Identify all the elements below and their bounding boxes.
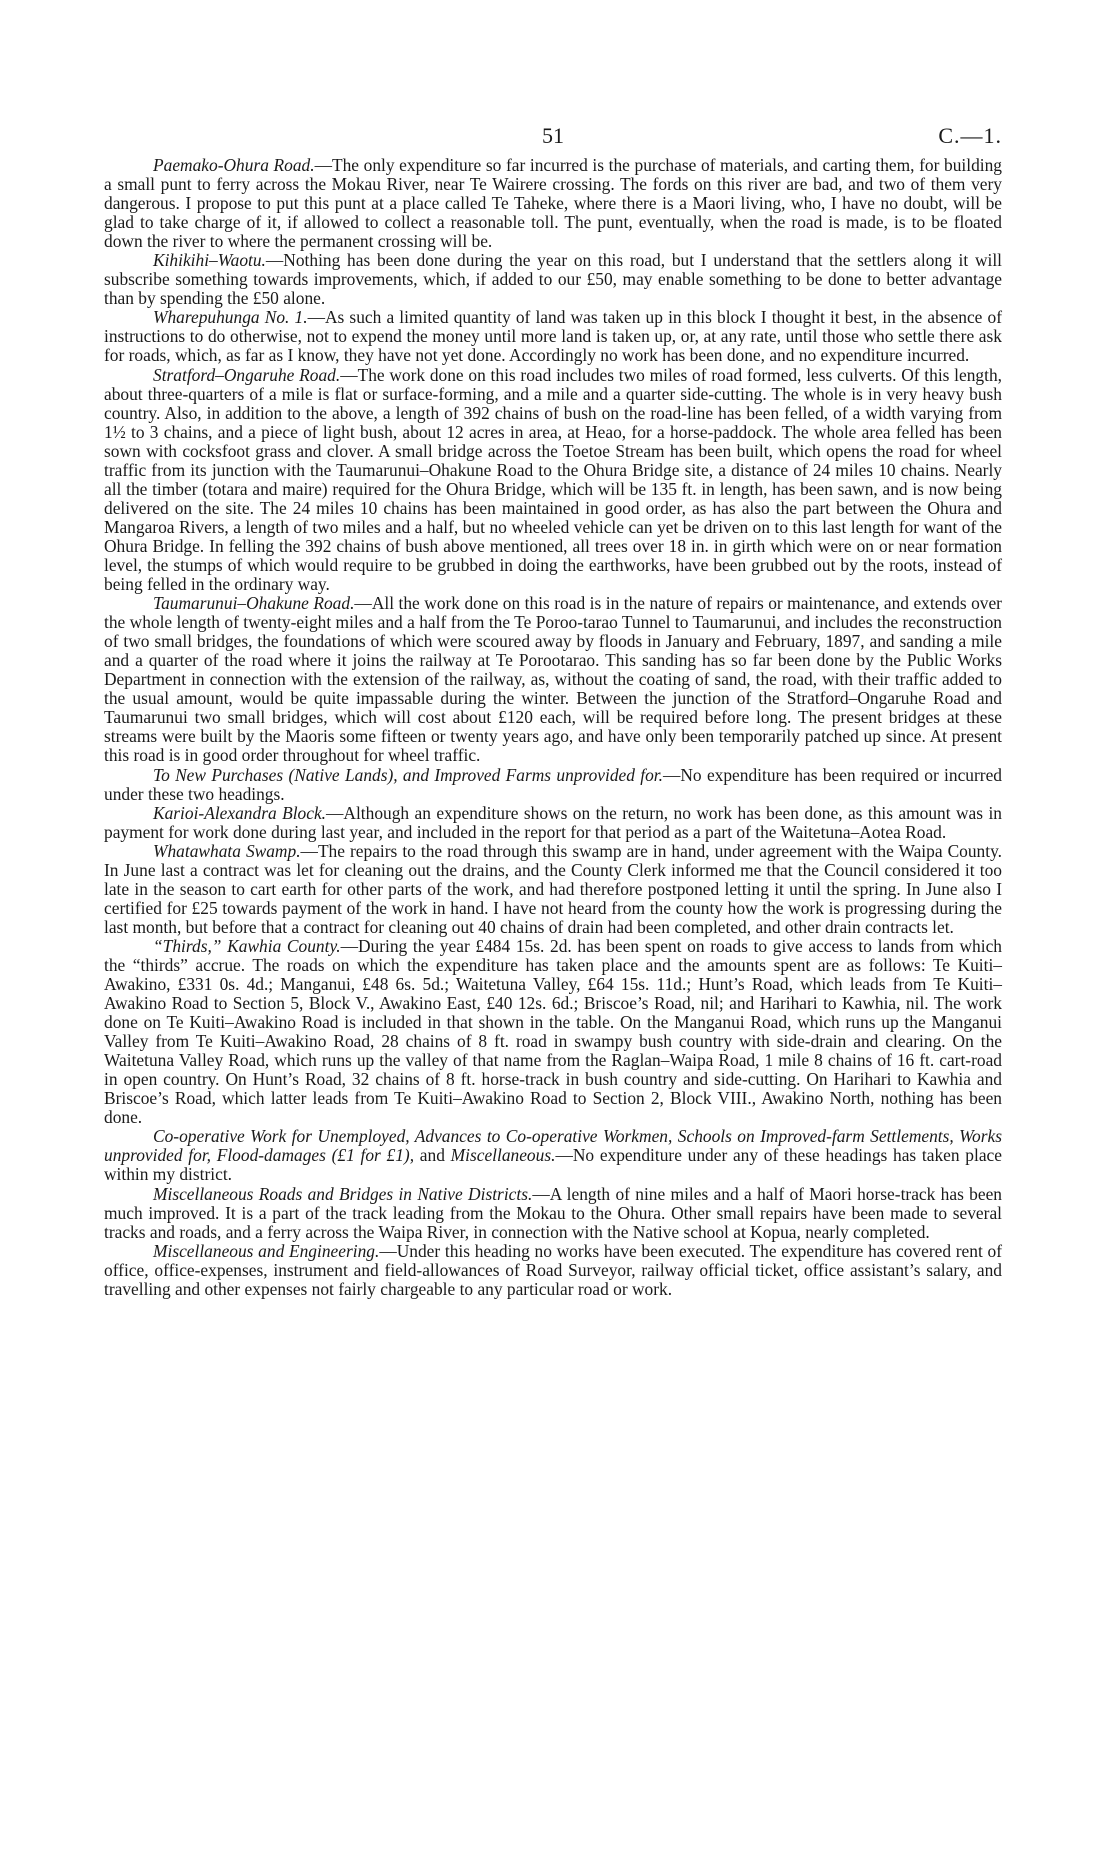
paragraph-thirds-kawhia-county — [104, 937, 1002, 1127]
paragraph-heading: Miscellaneous and Engineering. — [153, 1240, 380, 1261]
paragraph-body: —The repairs to the road through this swamp are in hand, under agreement with the Waipa County. In June last a contract was let for cleaning out the drains, and the County Clerk informed me that the Council considered it too late in the season to cart earth for other parts of the work, and had therefore postponed letting it until the spring. In June also I certified for £25 towards payment of the work in hand. I have not heard from the county how the work is progressing during the last month, but before that a contract for cleaning out 40 chains of drain had been completed, and other drain contracts let. — [104, 840, 1002, 937]
paragraph-kihikihi-waotu — [104, 251, 1002, 308]
paragraph-co-operative-work — [104, 1127, 1002, 1184]
page-number: 51 — [542, 123, 564, 148]
paragraph-miscellaneous-engineering — [104, 1242, 1002, 1299]
paragraph-stratford-ongaruhe-road — [104, 366, 1002, 595]
paragraph-heading: Paemako-Ohura Road. — [153, 155, 315, 175]
paragraph-body: —As such a limited quantity of land was taken up in this block I thought it best, in the absence of instructions to do otherwise, not to expend the money until more land is taken up, or, at any rate, until those who settle there ask for roads, which, as far as I know, they have not yet done. Accordingly no work has been done, and no expenditure incurred. — [104, 307, 1003, 366]
paragraph-heading: Stratford–Ongaruhe Road. — [153, 364, 341, 385]
paragraph-heading: Taumarunui–Ohakune Road. — [153, 593, 355, 614]
paragraph-body: —No expenditure under any of these headings has taken place within my district. — [104, 1145, 1002, 1185]
paragraph-heading: Whatawhata Swamp. — [153, 840, 301, 861]
paragraph-wharepuhunga — [104, 308, 1002, 365]
paragraph-heading: Kihikihi–Waotu. — [153, 250, 266, 271]
paragraph-heading: Wharepuhunga No. 1. — [153, 307, 308, 328]
paragraph-connector: and — [414, 1145, 451, 1166]
paragraph-paemako-ohura-road — [104, 156, 1002, 251]
paragraph-body: —The work done on this road includes two miles of road formed, less culverts. Of this length, about three-quarters of a mile is flat or surface-forming, and a mile and a quarter side-cutting. The whole is in very heavy bush country. Also, in addition to the above, a length of 392 chains of bush on the road-line has been felled, of a width varying from 1½ to 3 chains, and a piece of light bush, about 12 acres in area, at Heao, for a horse-paddock. The whole area felled has been sown with cocksfoot grass and clover. A small bridge across the Toetoe Stream has been built, which opens the road for wheel traffic from its junction with the Taumarunui–Ohakune Road to the Ohura Bridge site, a distance of 24 miles 10 chains. Nearly all the timber (totara and maire) required for the Ohura Bridge, which will be 135 ft. in length, has been sawn, and is now being delivered on the site. The 24 miles 10 chains has been maintained in good order, as has also the part between the Ohura and Mangaroa Rivers, a length of two miles and a half, but no wheeled vehicle can yet be driven on to this last length for want of the Ohura Bridge. In felling the 392 chains of bush above mentioned, all trees over 18 in. in girth which were on or near formation level, the stumps of which would require to be grubbed in doing the earthworks, have been grubbed out by the roots, instead of being felled in the ordinary way. — [104, 364, 1002, 595]
paragraph-heading: “Thirds,” Kawhia County. — [153, 935, 341, 956]
paragraph-heading-secondary: Miscellaneous. — [450, 1145, 556, 1166]
paragraph-new-purchases — [104, 766, 1002, 804]
paragraph-body: —Under this heading no works have been executed. The expenditure has covered rent of office, office-expenses, instrument and field-allowances of Road Surveyor, railway official ticket, office assistant’s salary, and travelling and other expenses not fairly chargeable to any particular road or work. — [104, 1240, 1002, 1299]
paragraph-body: —Nothing has been done during the year on this road, but I understand that the settlers along it will subscribe something towards improvements, which, if added to our £50, may enable something to be done to better advantage than by spending the £50 alone. — [104, 250, 1002, 309]
paragraph-heading: Co-operative Work for Unemployed, Advances to Co-operative Workmen, Schools on Improved-farm Settlements, Works unprovided for, Flood-damages (£1 for £1), — [104, 1126, 1002, 1166]
page-header — [104, 118, 1002, 156]
paragraph-body: —All the work done on this road is in the nature of repairs or maintenance, and extends over the whole length of twenty-eight miles and a half from the Te Poroo-tarao Tunnel to Taumarunui, and includes the reconstruction of two small bridges, the foundations of which were scoured away by floods in January and February, 1897, and sanding a mile and a quarter of the road where it joins the railway at Te Porootarao. This sanding has so far been done by the Public Works Department in connection with the extension of the railway, as, without the coating of sand, the road, with their traffic added to the usual amount, would be quite impassable during the winter. Between the junction of the Stratford–Ongaruhe Road and Taumarunui two small bridges, which will cost about £120 each, will be required before long. The present bridges at these streams were built by the Maoris some fifteen or twenty years ago, and have only been temporarily patched up since. At present this road is in good order throughout for wheel traffic. — [104, 593, 1002, 766]
paragraph-body: —Although an expenditure shows on the return, no work has been done, as this amount was in payment for work done during last year, and included in the report for that period as a part of the Waitetuna–Aotea Road. — [104, 802, 1002, 842]
paragraph-karioi-alexandra-block — [104, 804, 1002, 842]
paragraph-body: —During the year £484 15s. 2d. has been spent on roads to give access to lands from which the “thirds” accrue. The roads on which the expenditure has taken place and the amounts spent are as follows: Te Kuiti–Awakino, £331 0s. 4d.; Manganui, £48 6s. 5d.; Waitetuna Valley, £64 15s. 11d.; Hunt’s Road, which leads from Te Kuiti–Awakino Road to Section 5, Block V., Awakino East, £40 12s. 6d.; Briscoe’s Road, nil; and Harihari to Kawhia, nil. The work done on Te Kuiti–Awakino Road is included in that shown in the table. On the Manganui Road, which runs up the Manganui Valley from Te Kuiti–Awakino Road, 28 chains of 8 ft. road in swampy bush country with side-drain and clearing. On the Waitetuna Valley Road, which runs up the valley of that name from the Raglan–Waipa Road, 1 mile 8 chains of 16 ft. cart-road in open country. On Hunt’s Road, 32 chains of 8 ft. horse-track in bush country and side-cutting. On Harihari to Kawhia and Briscoe’s Road, which latter leads from Te Kuiti–Awakino Road to Section 2, Block VIII., Awakino North, nothing has been done. — [104, 935, 1002, 1128]
paragraph-body: —The only expenditure so far incurred is the purchase of materials, and carting them, for building a small punt to ferry across the Mokau River, near Te Wairere crossing. The fords on this river are bad, and two of them very dangerous. I propose to put this punt at a place called Te Taheke, where there is a Maori living, who, I have no doubt, will be glad to take charge of it, if allowed to collect a reasonable toll. The punt, eventually, when the road is made, is to be floated down the river to where the permanent crossing will be. — [104, 155, 1002, 252]
document-page — [104, 118, 1002, 1299]
paragraph-body: —A length of nine miles and a half of Maori horse-track has been much improved. It is a part of the track leading from the Mokau to the Ohura. Other small repairs have been made to several tracks and roads, and a ferry across the Waipa River, in connection with the Native school at Kopua, nearly completed. — [104, 1183, 1003, 1242]
paragraph-whatawhata-swamp — [104, 842, 1002, 937]
paragraph-heading: Karioi-Alexandra Block. — [153, 802, 327, 823]
paragraph-body: —No expenditure has been required or incurred under these two headings. — [104, 764, 1002, 804]
document-reference: C.—1. — [938, 123, 1002, 148]
paragraph-miscellaneous-roads — [104, 1185, 1002, 1242]
paragraph-heading: Miscellaneous Roads and Bridges in Native Districts. — [153, 1183, 533, 1204]
paragraph-taumarunui-ohakune-road — [104, 594, 1002, 765]
paragraph-heading: To New Purchases (Native Lands), and Improved Farms unprovided for. — [153, 764, 663, 785]
